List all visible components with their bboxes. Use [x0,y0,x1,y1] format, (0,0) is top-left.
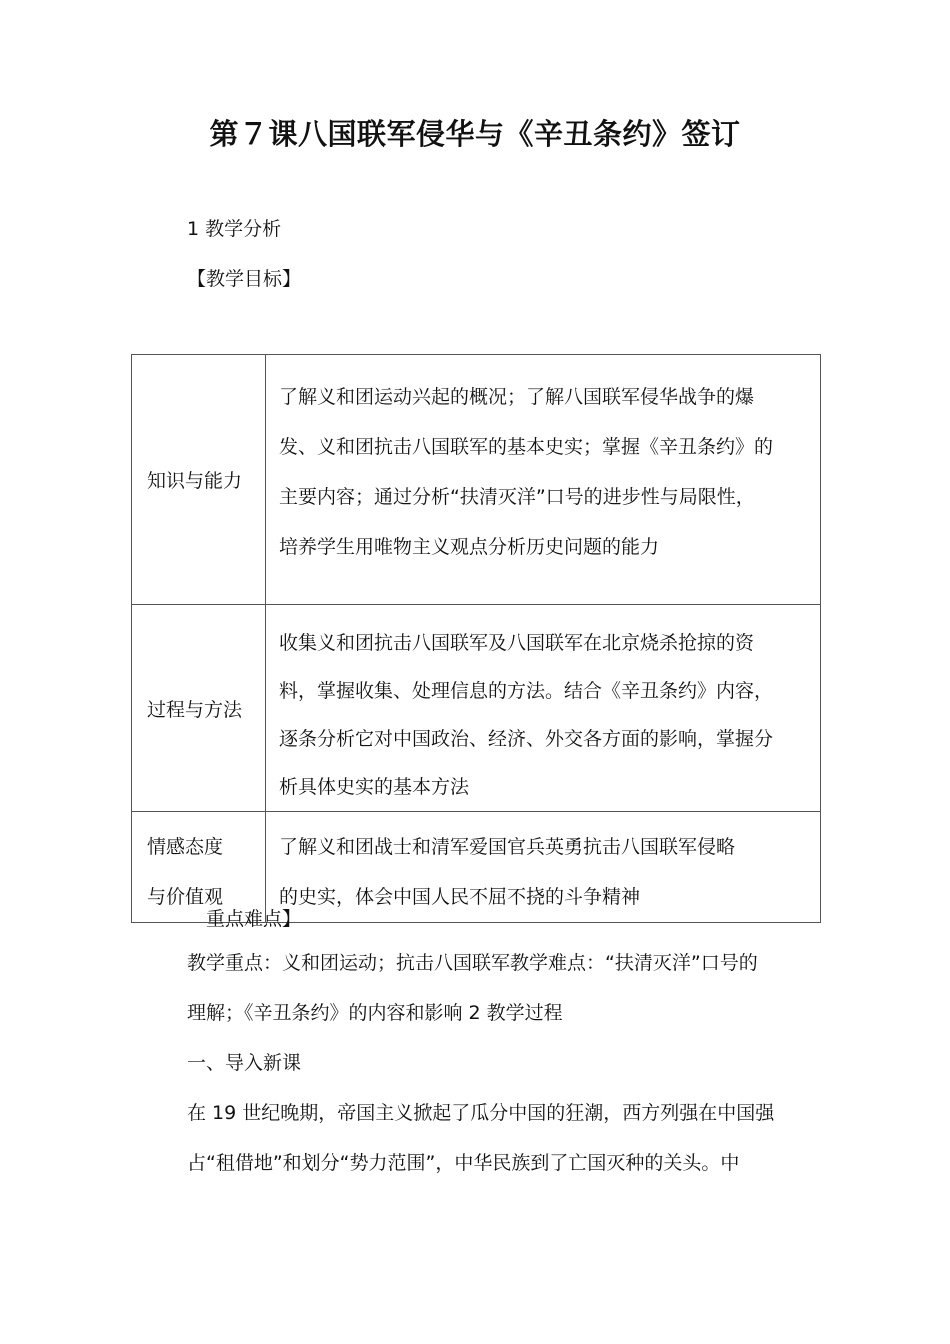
row-content-line: 的史实，体会中国人民不屈不挠的斗争精神 [279,886,641,908]
section-heading: 1 教学分析 [187,218,282,240]
row-label [132,605,266,812]
row-content-line: 发、义和团抗击八国联军的基本史实；掌握《辛丑条约》的 [279,436,774,458]
key-points-line: 理解；《辛丑条约》的内容和影响 2 教学过程 [187,1002,563,1024]
row-content-line: 培养学生用唯物主义观点分析历史问题的能力 [279,536,660,558]
intro-line: 在 19 世纪晚期，帝国主义掀起了瓜分中国的狂潮，西方列强在中国强 [187,1102,775,1124]
row-content-line: 逐条分析它对中国政治、经济、外交各方面的影响，掌握分 [279,728,774,750]
row-label-line: 知识与能力 [147,470,243,492]
row-content-line: 料，掌握收集、处理信息的方法。结合《辛丑条约》内容， [279,680,774,702]
objectives-table [131,354,821,923]
key-points-line: 教学重点：义和团运动；抗击八国联军教学难点：“扶清灭洋”口号的 [187,952,758,974]
page-title: 第７课八国联军侵华与《辛丑条约》签订 [209,117,741,151]
key-points-heading: 重点难点】 [206,908,302,930]
row-content-line: 了解义和团运动兴起的概况；了解八国联军侵华战争的爆 [279,386,755,408]
row-content-line: 收集义和团抗击八国联军及八国联军在北京烧杀抢掠的资 [279,632,755,654]
row-label-line: 与价值观 [147,886,224,908]
row-content-line: 析具体史实的基本方法 [279,776,470,798]
table-row-process [132,605,821,812]
row-content [266,355,821,605]
row-content [266,812,821,923]
objectives-heading: 【教学目标】 [187,268,302,290]
row-label [132,355,266,605]
row-content-line: 了解义和团战士和清军爱国官兵英勇抗击八国联军侵略 [279,836,736,858]
row-content [266,605,821,812]
row-content-line: 主要内容；通过分析“扶清灭洋”口号的进步性与局限性， [279,486,755,508]
table-row-knowledge [132,355,821,605]
intro-heading: 一、导入新课 [187,1052,302,1074]
row-label-line: 情感态度 [147,836,224,858]
intro-line: 占“租借地”和划分“势力范围”，中华民族到了亡国灭种的关头。中 [187,1152,740,1174]
row-label-line: 过程与方法 [147,698,243,721]
